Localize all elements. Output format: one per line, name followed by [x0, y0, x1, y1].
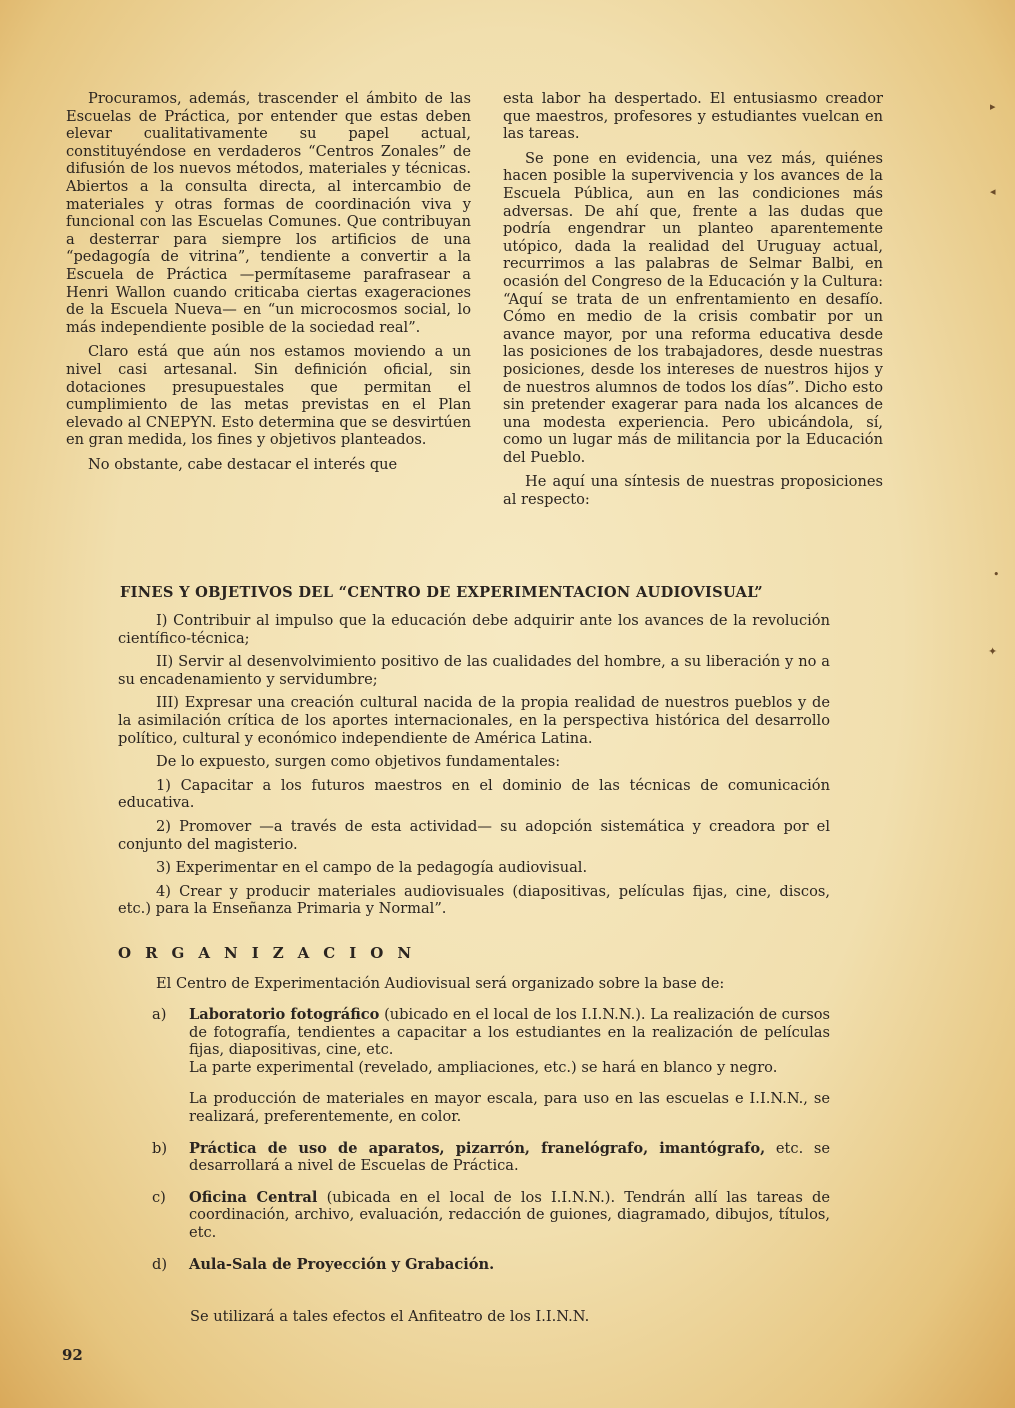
- item-title: Oficina Central: [189, 1188, 318, 1206]
- margin-mark: ▸: [990, 100, 996, 113]
- left-paragraph-1: Procuramos, además, trascender el ámbito de las Escuelas de Práctica, por entender que estas deben elevar cualitativamente su papel actual, constituyéndose en verdaderos “Centros Zonales” de difusión de los nuevos métodos, materiales y técnicas. Abiertos a la consulta directa, al intercambio de materiales y otras formas de coordinación viva y funcional con las Escuelas Comunes. Que contribuyan a desterrar para siempre los artificios de una “pedagogía de vitrina”, tendiente a convertir a la Escuela de Práctica —permítaseme parafrasear a Henri Wallon cuando criticaba ciertas exageraciones de la Escuela Nueva— en “un microcosmos social, lo más independiente posible de la sociedad real”.: [66, 90, 471, 336]
- fines-block: [118, 612, 830, 918]
- item-letter: c): [152, 1188, 166, 1206]
- item-text: (ubicado en el local de los I.I.N.N.). La realización de cursos de fotografía, tendientes a capacitar a los estudiantes en la realización de películas fijas, diapositivas, cine, etc.: [189, 1006, 830, 1059]
- objetivos-intro: De lo expuesto, surgen como objetivos fundamentales:: [156, 753, 561, 771]
- list-item: [152, 1140, 830, 1175]
- item-extra: La parte experimental (revelado, ampliaciones, etc.) se hará en blanco y negro.: [189, 1058, 778, 1076]
- organizacion-heading: ORGANIZACION: [118, 944, 426, 962]
- list-item: [152, 1256, 830, 1274]
- item-text: etc. se desarrollará a nivel de Escuelas de Práctica.: [189, 1139, 830, 1175]
- section-title: FINES Y OBJETIVOS DEL “CENTRO DE EXPERIMENTACION AUDIOVISUAL”: [120, 584, 763, 601]
- item-title: Aula-Sala de Proyección y Grabación.: [189, 1255, 495, 1273]
- objetivo-item: 4) Crear y producir materiales audiovisuales (diapositivas, películas fijas, cine, discos, etc.) para la Enseñanza Primaria y Normal”.: [118, 882, 830, 918]
- item-title: Práctica de uso de aparatos, pizarrón, franelógrafo, imantógrafo,: [189, 1139, 766, 1157]
- organizacion-intro: El Centro de Experimentación Audiovisual será organizado sobre la base de:: [156, 975, 725, 992]
- item-text: (ubicada en el local de los I.I.N.N.). Tendrán allí las tareas de coordinación, archivo, evaluación, redacción de guiones, diagramado, dibujos, títulos, etc.: [189, 1188, 831, 1241]
- item-title: Laboratorio fotográfico: [189, 1006, 380, 1023]
- fin-item: III) Expresar una creación cultural nacida de la propia realidad de nuestros pueblos y de la asimilación crítica de los aportes internacionales, en la perspectiva histórica del desarrollo político, cultural y económico independiente de América Latina.: [118, 694, 830, 747]
- list-item: [152, 1006, 830, 1126]
- fin-item: I) Contribuir al impulso que la educación debe adquirir ante los avances de la revolución científico-técnica;: [118, 612, 830, 647]
- page-number: 92: [62, 1346, 83, 1364]
- right-paragraph-2: Se pone en evidencia, una vez más, quiénes hacen posible la supervivencia y los avances de la Escuela Pública, aun en las condiciones más adversas. De ahí que, frente a las dudas que podría engendrar un planteo aparentemente utópico, dada la realidad del Uruguay actual, recurrimos a las palabras de Selmar Balbi, en ocasión del Congreso de la Educación y la Cultura: “Aquí se trata de un enfrentamiento en desafío. Cómo en medio de la crisis combatir por un avance mayor, por una reforma educativa desde las posiciones de los trabajadores, desde nuestras posiciones, desde los intereses de nuestros hijos y de nuestros alumnos de todos los días”. Dicho esto sin pretender exagerar para nada los alcances de una modesta experiencia. Pero ubicándola, sí, como un lugar más de militancia por la Educación del Pueblo.: [503, 149, 883, 466]
- objetivo-item: 3) Experimentar en el campo de la pedagogía audiovisual.: [156, 859, 588, 877]
- item-letter: b): [152, 1139, 168, 1157]
- footer-line: Se utilizará a tales efectos el Anfiteatro de los I.I.N.N.: [190, 1308, 590, 1325]
- right-paragraph-3: He aquí una síntesis de nuestras proposiciones al respecto:: [503, 473, 883, 509]
- margin-mark: •: [993, 568, 1000, 581]
- margin-mark: ✦: [988, 645, 998, 658]
- left-paragraph-2: Claro está que aún nos estamos moviendo a un nivel casi artesanal. Sin definición oficial, sin dotaciones presupuestales que permitan el cumplimiento de las metas previstas en el Plan elevado al CNEPYN. Esto determina que se desvirtúen en gran medida, los fines y objetivos planteados.: [66, 343, 471, 449]
- fin-item: II) Servir al desenvolvimiento positivo de las cualidades del hombre, a su liberación y no a su encadenamiento y servidumbre;: [118, 653, 830, 688]
- left-paragraph-3: No obstante, cabe destacar el interés que: [88, 455, 398, 473]
- right-paragraph-1: esta labor ha despertado. El entusiasmo creador que maestros, profesores y estudiantes vuelcan en las tareas.: [503, 90, 883, 143]
- right-column: [503, 90, 883, 509]
- left-column: [66, 90, 471, 473]
- objetivo-item: 2) Promover —a través de esta actividad— su adopción sistemática y creadora por el conjunto del magisterio.: [118, 817, 830, 853]
- margin-mark: ◂: [990, 185, 996, 198]
- item-extra2: La producción de materiales en mayor escala, para uso en las escuelas e I.I.N.N., se realizará, preferentemente, en color.: [189, 1090, 830, 1125]
- item-letter: a): [152, 1006, 167, 1023]
- objetivo-item: 1) Capacitar a los futuros maestros en el dominio de las técnicas de comunicación educativa.: [118, 776, 830, 812]
- item-letter: d): [152, 1255, 168, 1273]
- organizacion-list: [152, 1006, 830, 1287]
- list-item: [152, 1189, 830, 1242]
